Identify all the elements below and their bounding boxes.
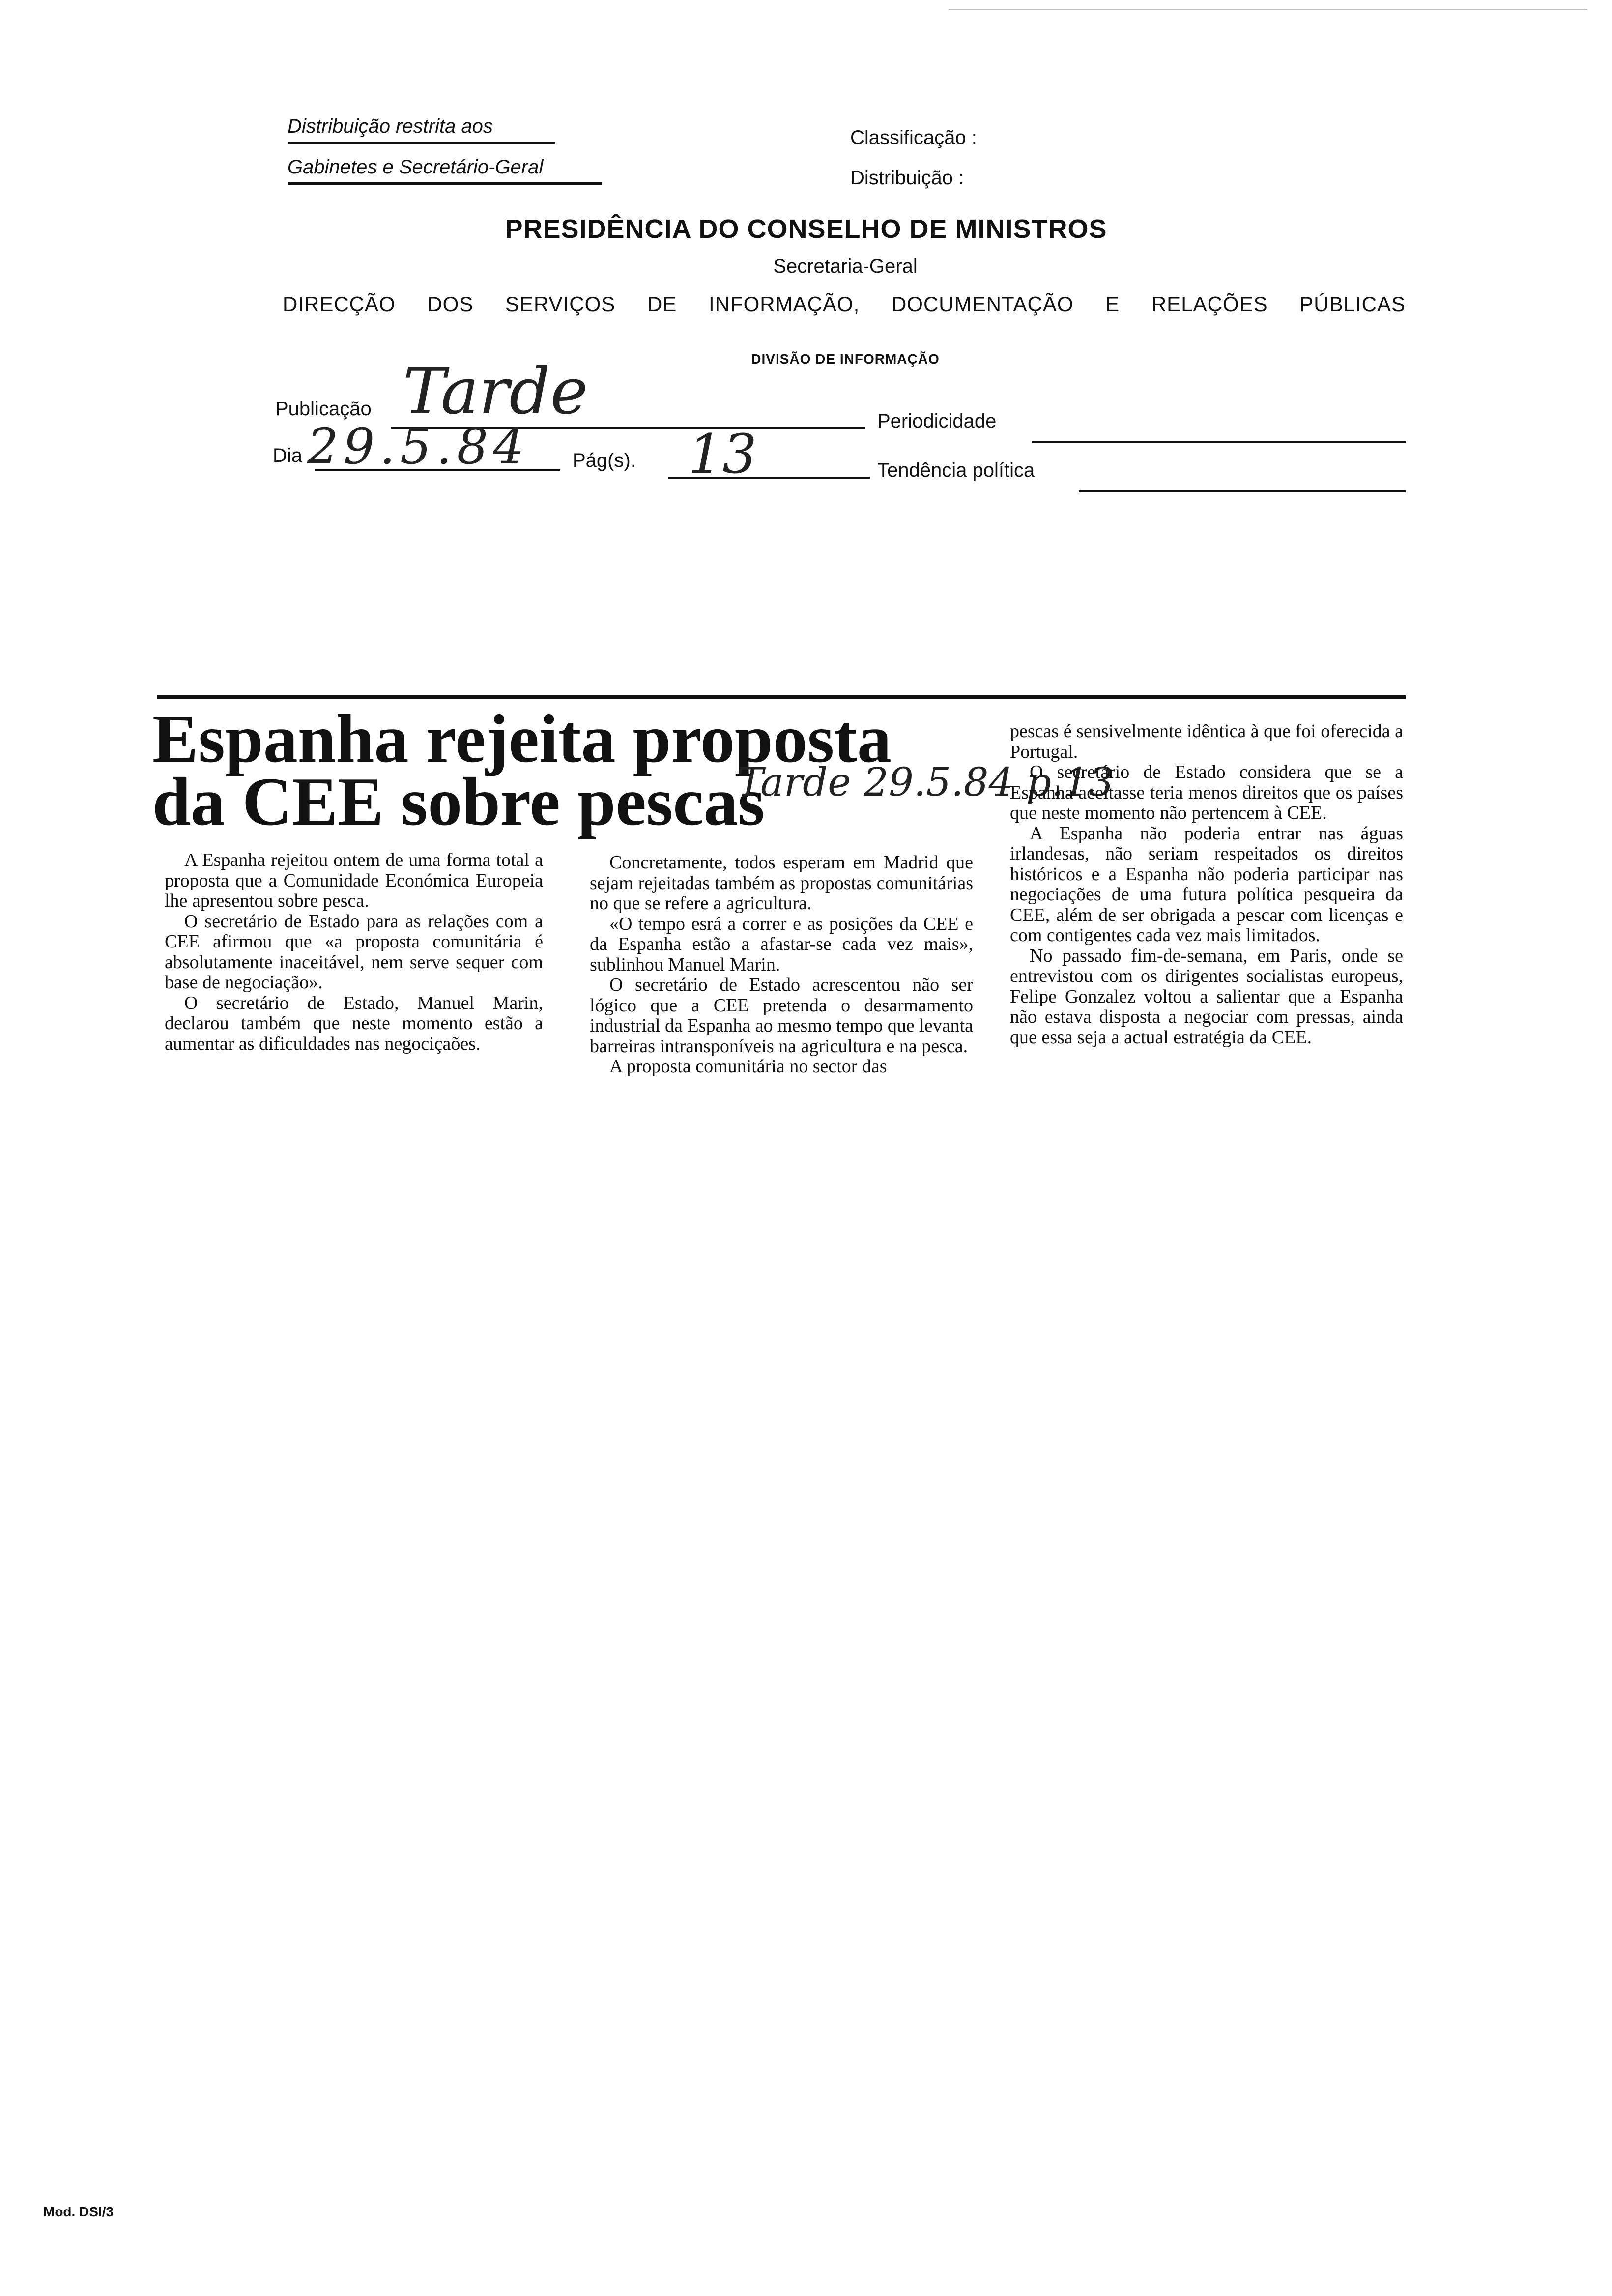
pags-handwritten: 13 — [688, 423, 757, 486]
tendencia-line — [1079, 490, 1406, 492]
form-code: Mod. DSI/3 — [43, 2204, 114, 2219]
headline-line-2: da CEE sobre pescas — [152, 764, 765, 840]
article-column-3 — [1010, 721, 1403, 1048]
divisao-heading: DIVISÃO DE INFORMAÇÃO — [751, 351, 940, 367]
paragraph: A Espanha rejeitou ontem de uma forma total a proposta que a Comunidade Económica Europeia lhe apresentou sobre pesca. — [165, 850, 543, 911]
article-column-1 — [165, 850, 543, 1054]
publicacao-handwritten: Tarde — [403, 354, 588, 429]
periodicidade-line — [1032, 441, 1406, 443]
publicacao-label: Publicação — [275, 398, 372, 420]
handwritten-source-note: Tarde 29.5.84 p.13 — [737, 759, 1114, 805]
article-column-2 — [590, 853, 973, 1077]
paragraph: pescas é sensivelmente idêntica à que foi oferecida a Portugal. — [1010, 721, 1403, 762]
underline — [288, 182, 602, 185]
scan-edge-line — [949, 9, 1587, 10]
paragraph: O secretário de Estado para as relações com a CEE afirmou que «a proposta comunitária é absolutamente inaceitável, nem serve sequer com base de negociação». — [165, 911, 543, 993]
paragraph: O secretário de Estado, Manuel Marin, declarou também que neste momento estão a aumentar as dificuldades nas negociçaões. — [165, 992, 543, 1054]
paragraph: A proposta comunitária no sector das — [609, 1056, 887, 1077]
restriction-line-2: Gabinetes e Secretário-Geral — [288, 156, 544, 178]
paragraph: Concretamente, todos esperam em Madrid que sejam rejeitadas também as propostas comunitárias no que se refere a agricultura. — [590, 852, 973, 914]
classificacao-label: Classificação : — [850, 127, 977, 148]
paragraph: «O tempo esrá a correr e as posições da CEE e da Espanha estão a afastar-se cada vez mais», sublinhou Manuel Marin. — [590, 913, 973, 975]
article-top-rule — [157, 695, 1406, 699]
underline — [288, 142, 555, 144]
headline-line-1: Espanha rejeita proposta — [152, 701, 892, 777]
pags-label: Pág(s). — [573, 450, 636, 471]
paragraph: No passado fim-de-semana, em Paris, onde se entrevistou com os dirigentes socialistas europeus, Felipe Gonzalez voltou a salientar que a Espanha não estava disposta a negociar com pressas, ainda que essa seja a actual estratégia da CEE. — [1010, 945, 1403, 1048]
direccao-heading: DIRECÇÃO DOS SERVIÇOS DE INFORMAÇÃO, DOCUMENTAÇÃO E RELAÇÕES PÚBLICAS — [283, 292, 1406, 316]
page-title: PRESIDÊNCIA DO CONSELHO DE MINISTROS — [505, 214, 1107, 244]
tendencia-label: Tendência política — [877, 459, 1035, 481]
paragraph: A Espanha não poderia entrar nas águas irlandesas, não seriam respeitados os direitos históricos e a Espanha não poderia participar nas negociações de uma futura política pesqueira da CEE, além de ser obrigada a pescar com licenças e com contigentes cada vez mais limitados. — [1010, 823, 1403, 946]
periodicidade-label: Periodicidade — [877, 410, 997, 432]
restriction-line-1: Distribuição restrita aos — [288, 115, 493, 137]
subtitle: Secretaria-Geral — [773, 256, 918, 277]
paragraph: O secretário de Estado acrescentou não ser lógico que a CEE pretenda o desarmamento industrial da Espanha ao mesmo tempo que levanta barreiras intransponíveis na agricultura e na pesca. — [590, 975, 973, 1057]
dia-handwritten: 29.5.84 — [307, 418, 529, 475]
distribuicao-label: Distribuição : — [850, 167, 964, 189]
paragraph: O secretário de Estado considera que se a Espanha aceitasse teria menos direitos que os países que neste momento não pertencem à CEE. — [1010, 762, 1403, 823]
dia-label: Dia — [273, 445, 303, 466]
